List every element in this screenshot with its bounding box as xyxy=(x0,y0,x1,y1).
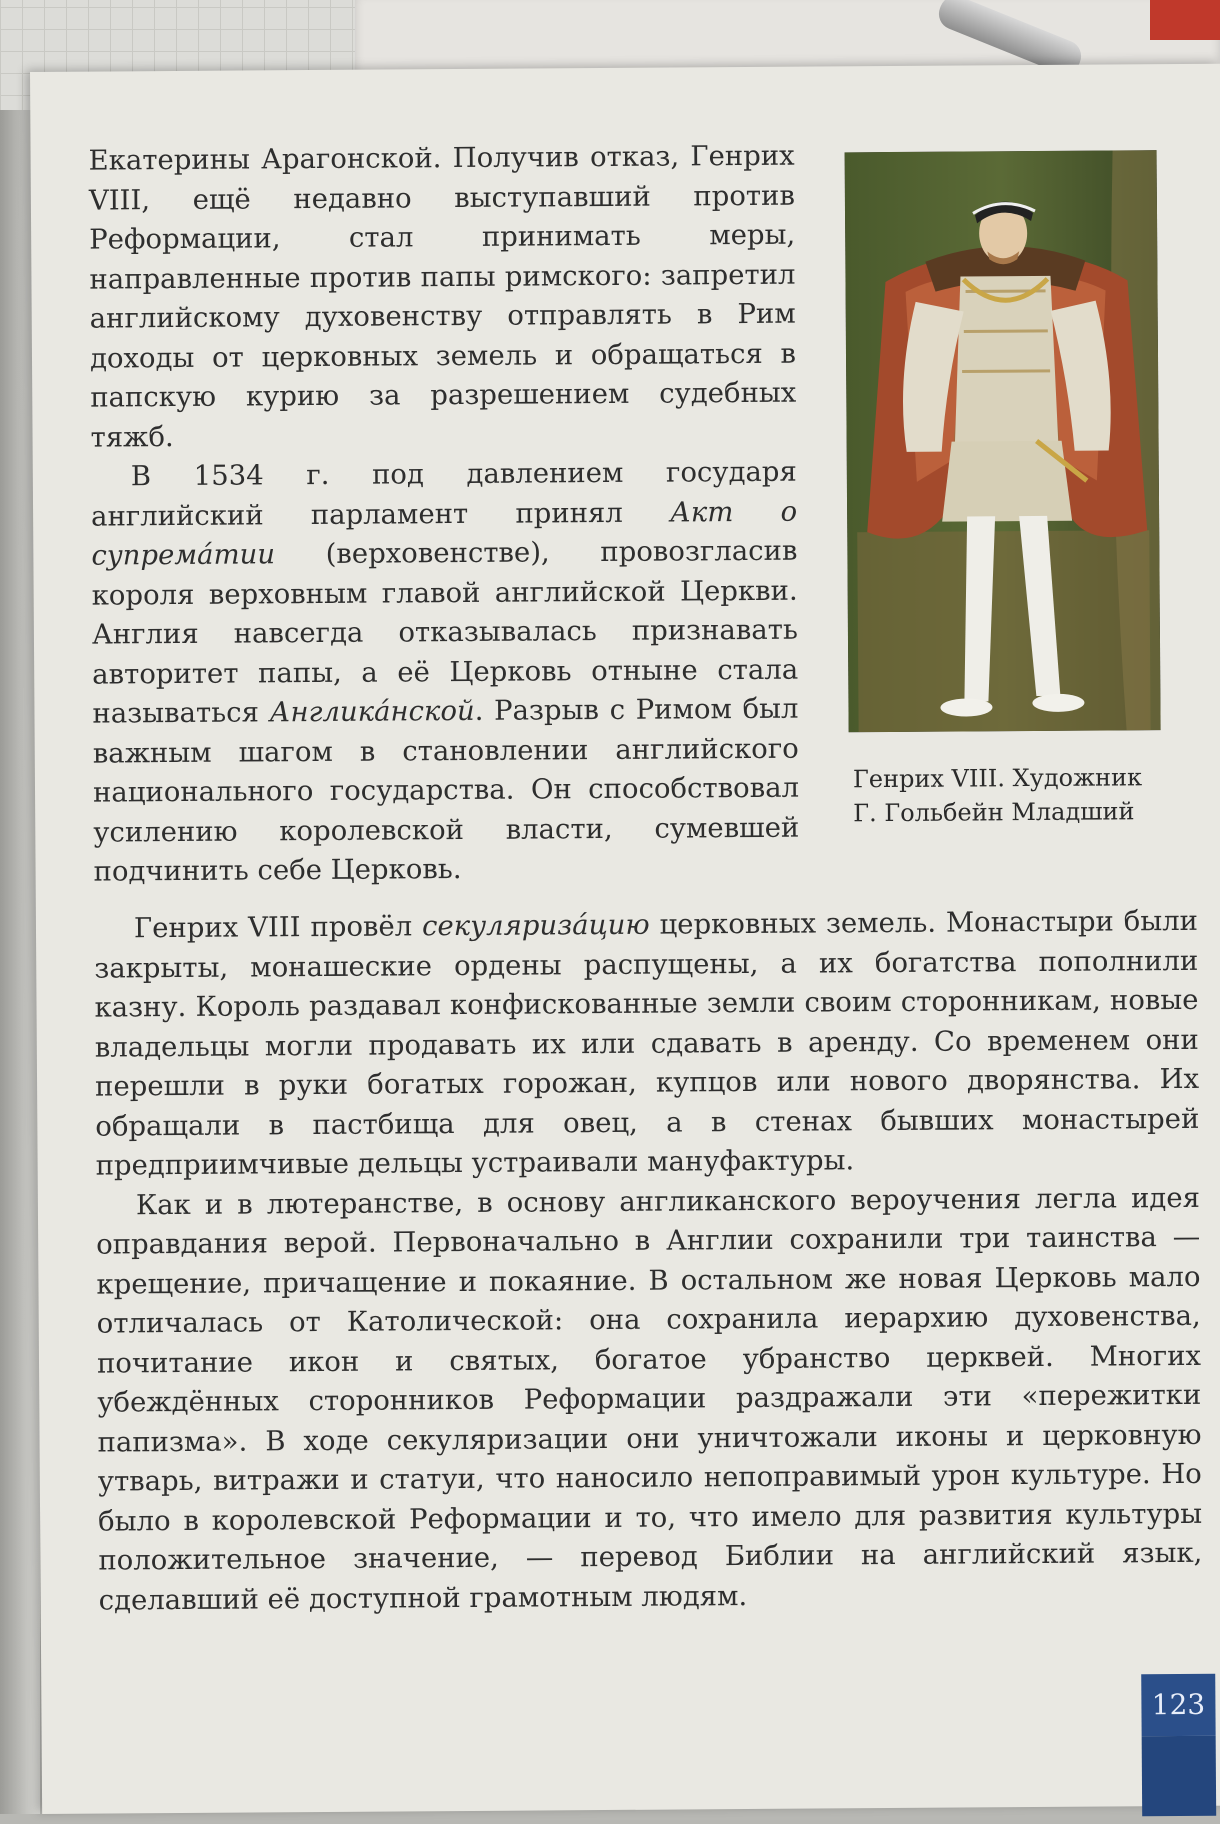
figure-caption xyxy=(853,760,1183,830)
paragraph-2-part: В 1534 г. под давлением государя английский парламент принял xyxy=(90,455,797,533)
caption-line-2: Г. Гольбейн Младший xyxy=(853,797,1135,828)
portrait-image xyxy=(845,150,1161,732)
page-number: 123 xyxy=(1141,1674,1215,1737)
text-column-upper xyxy=(88,137,799,892)
textbook-page xyxy=(30,64,1220,1814)
paragraph-3-part: церковных земель. Монастыри были закрыты, монашеские ордены распущены, а их богатства пополнили казну. Король раздавал конфискованные земли своим сторонникам, новые владельцы могли продавать их или сдавать в аренду. Со временем они перешли в руки богатых горожан, купцов или нового дворянства. Их обращали в пастбища для овец, а в стенах бывших монастырей предприимчивые дельцы устраивали мануфактуры. xyxy=(94,904,1200,1182)
page-number-strip xyxy=(1142,1736,1217,1817)
paragraph-2-part: (верховенстве), провозгласив короля верховным главой английской Церкви. Англия навсегда отказывалась признавать авторитет папы, а её Церковь отныне стала называться xyxy=(91,534,799,730)
paragraph-4: Как и в лютеранстве, в основу англиканского вероучения легла идея оправдания верой. Первоначально в Англии сохранили три таинства — крещение, причащение и покаяние. В остальном же новая Церковь мало отличалась от Католической: она сохранила иерархию духовенства, почитание икон и святых, богатое убранство церквей. Многих убеждённых сторонников Реформации раздражали эти «пережитки папизма». В ходе секуляризации они уничтожали иконы и церковную утварь, витражи и статуи, что наносило непоправимый урон культуре. Но было в королевской Реформации и то, что имело для развития культуры положительное значение, — перевод Библии на английский язык, сделавший её доступной грамотным людям. xyxy=(96,1181,1203,1617)
term-anglican: Англика́нской xyxy=(269,694,475,729)
caption-line-1: Генрих VIII. Художник xyxy=(852,763,1143,794)
portrait-henry-viii xyxy=(845,150,1161,732)
paragraph-3 xyxy=(94,902,1200,1186)
paragraph-1: Екатерины Арагонской. Получив отказ, Генрих VIII, ещё недавно выступавший против Реформации, стал принимать меры, направленные против папы римского: запретил английскому духовенству отправлять в Рим доходы от церковных земель и обращаться в папскую курию за разрешением судебных тяжб. xyxy=(88,139,797,454)
paragraph-3-part: Генрих VIII провёл xyxy=(133,910,423,945)
term-act-of-supremacy: Акт о супрема́тии xyxy=(91,495,798,572)
paragraph-2-part: . Разрыв с Римом был важным шагом в становлении английского национального государства. Он способствовал усилению королевской власти, сумевшей подчинить себе Церковь. xyxy=(92,692,800,888)
term-secularization: секуляриза́цию xyxy=(421,908,650,943)
text-full-width xyxy=(94,902,1203,1621)
paragraph-2 xyxy=(91,453,800,892)
red-object xyxy=(1150,0,1220,40)
